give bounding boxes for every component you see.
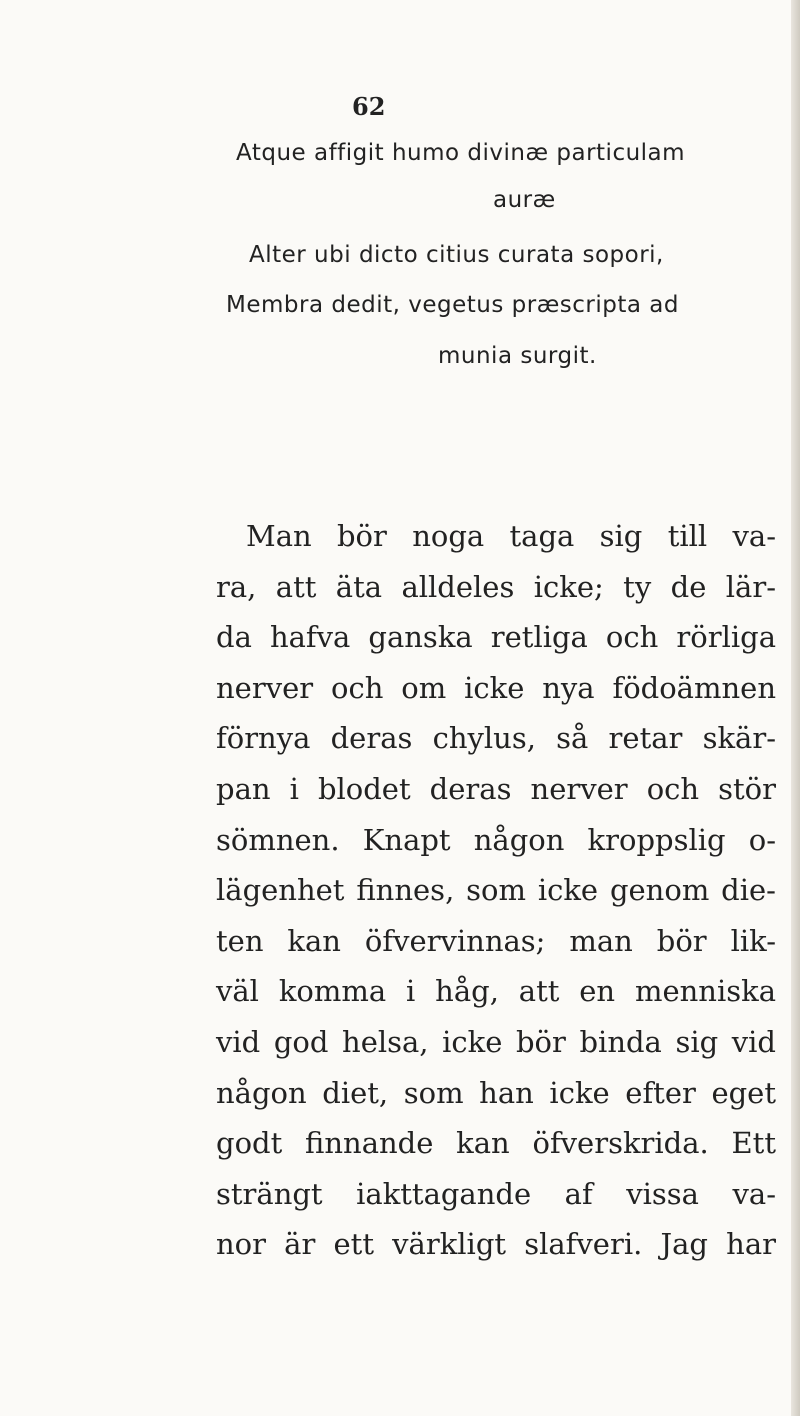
verse-line: Atque affigit humo divinæ particulam <box>236 140 686 166</box>
text-line: lägenhet finnes, som icke genom die- <box>216 873 776 908</box>
verse-line: Alter ubi dicto citius curata sopori, <box>249 242 664 268</box>
page-edge <box>791 0 800 1416</box>
text-line: Man bör noga taga sig till va- <box>246 519 776 553</box>
verse-line: Membra dedit, vegetus præscripta ad <box>226 292 679 318</box>
text-line: da hafva ganska retliga och rörliga <box>216 620 776 655</box>
text-line: förnya deras chylus, så retar skär- <box>216 721 776 756</box>
body-text <box>216 511 776 1270</box>
text-line: vid god helsa, icke bör binda sig vid <box>216 1024 776 1059</box>
verse-line: munia surgit. <box>438 343 597 369</box>
text-line: ten kan öfvervinnas; man bör lik- <box>216 923 776 958</box>
text-line: strängt iakttagande af vissa va- <box>216 1176 776 1211</box>
page-number: 62 <box>352 92 386 121</box>
text-line: ra, att äta alldeles icke; ty de lär- <box>216 569 776 604</box>
text-line: väl komma i håg, att en menniska <box>216 974 776 1009</box>
verse-line: auræ <box>493 187 556 213</box>
text-line: nor är ett värkligt slafveri. Jag har <box>216 1227 776 1262</box>
text-line: pan i blodet deras nerver och stör <box>216 771 776 806</box>
text-line: nerver och om icke nya födoämnen <box>216 670 776 705</box>
text-line: sömnen. Knapt någon kroppslig o- <box>216 822 776 857</box>
text-line: någon diet, som han icke efter eget <box>216 1075 776 1110</box>
text-line: godt finnande kan öfverskrida. Ett <box>216 1126 776 1161</box>
